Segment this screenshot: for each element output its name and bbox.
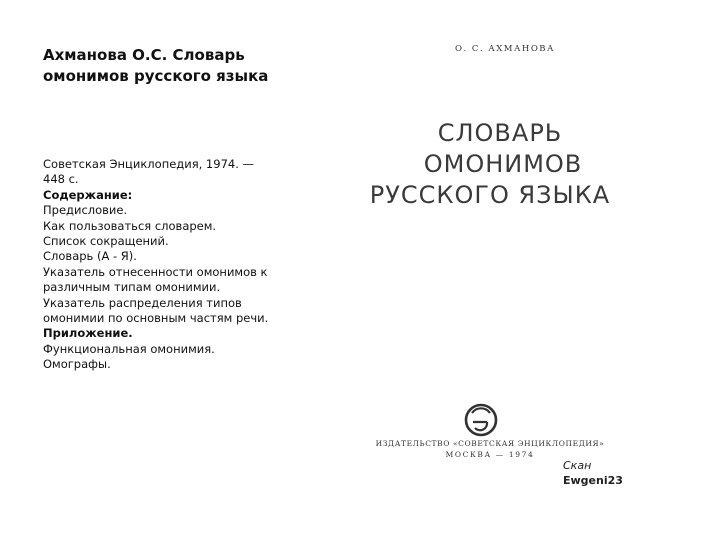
scan-title-line-3: РУССКОГО ЯЗЫКА xyxy=(369,181,611,209)
contents-item: Предисловие. xyxy=(43,203,128,218)
scan-book-title xyxy=(369,118,625,211)
scan-author: О. С. АХМАНОВА xyxy=(455,44,555,54)
scan-publisher: ИЗДАТЕЛЬСТВО «СОВЕТСКАЯ ЭНЦИКЛОПЕДИЯ» xyxy=(375,439,605,448)
contents-item: Как пользоваться словарем. xyxy=(43,218,217,233)
appendix-item: Омографы. xyxy=(43,357,111,372)
appendix-item: Функциональная омонимия. xyxy=(43,341,215,356)
scan-title-line-1: СЛОВАРЬ xyxy=(437,119,563,147)
contents-item: Список сокращений. xyxy=(43,234,169,249)
document-title xyxy=(43,45,293,87)
contents-item: Словарь (А - Я). xyxy=(43,249,137,264)
scan-city-year: МОСКВА — 1974 xyxy=(445,450,535,459)
contents-heading: Содержание: xyxy=(43,187,133,202)
contents-item: Указатель распределения типов xyxy=(43,295,242,310)
document-body xyxy=(43,157,283,373)
contents-item: различным типам омонимии. xyxy=(43,280,221,295)
title-line-1: Ахманова О.С. Словарь xyxy=(43,46,245,64)
appendix-heading: Приложение. xyxy=(43,326,133,341)
scan-title-line-2: ОМОНИМОВ xyxy=(423,150,583,178)
scanner-name: Ewgeni23 xyxy=(563,474,623,487)
scan-label: Скан xyxy=(563,459,592,472)
contents-item: Указатель отнесенности омонимов к xyxy=(43,264,268,279)
contents-item: омонимии по основным частям речи. xyxy=(43,311,269,326)
publisher-line-1: Советская Энциклопедия, 1974. — xyxy=(43,157,255,171)
publisher-logo-icon xyxy=(463,400,499,440)
publisher-line-2: 448 с. xyxy=(43,172,79,187)
scanned-title-page xyxy=(355,30,695,510)
scan-signature xyxy=(563,458,643,488)
title-line-2: омонимов русского языка xyxy=(43,67,269,85)
